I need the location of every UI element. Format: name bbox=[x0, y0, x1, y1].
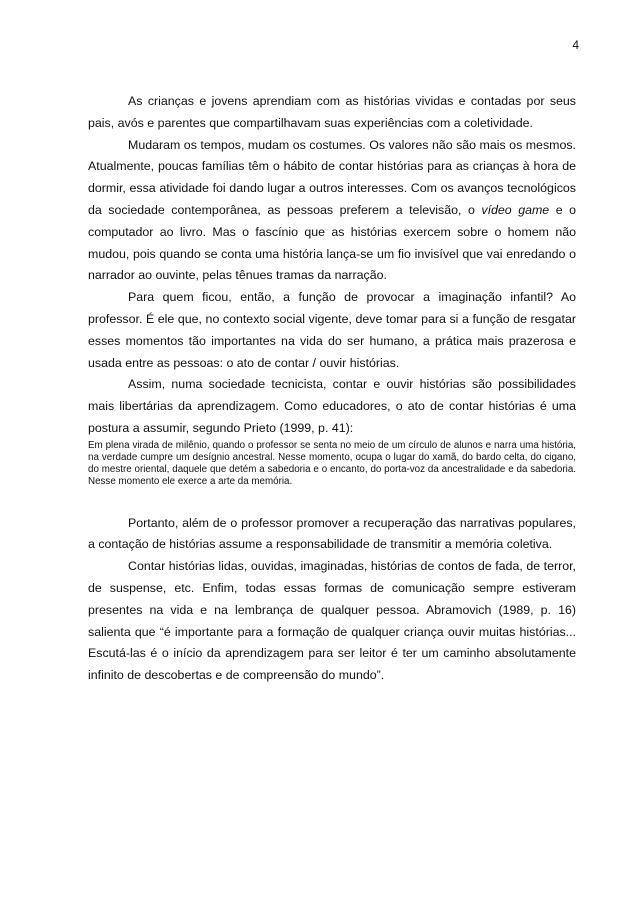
paragraph-2 bbox=[88, 135, 576, 288]
paragraph-5: Portanto, além de o professor promover a recuperação das narrativas populares, a contação de histórias assume a responsabilidade de transmitir a memória coletiva. bbox=[88, 515, 576, 552]
paragraph-2-part-a: Mudaram os tempos, mudam os costumes. Os valores não são mais os mesmos. Atualmente, poucas famílias têm o hábito de contar histórias para as crianças à hora de dormir, essa atividade foi dando lugar a outros interesses. Com os avanços tecnológicos da sociedade contemporânea, as pessoas preferem a televisão, o bbox=[88, 137, 576, 217]
paragraph-6: Contar histórias lidas, ouvidas, imaginadas, histórias de contos de fada, de terror, de suspense, etc. Enfim, todas essas formas de comunicação sempre estiveram presentes na vida e na lembrança de qualquer pessoa. Abramovich (1989, p. 16) salienta que “é importante para a formação de qualquer criança ouvir muitas histórias... Escutá-las é o início da aprendizagem para ser leitor é ter um caminho absolutamente infinito de descobertas e de compreensão do mundo”. bbox=[88, 559, 576, 683]
paragraph-3: Para quem ficou, então, a função de provocar a imaginação infantil? Ao professor. É ele que, no contexto social vigente, deve tomar para si a função de resgatar esses momentos tão importantes na vida do ser humano, a prática mais prazerosa e usada entre as pessoas: o ato de contar / ouvir histórias. bbox=[88, 290, 576, 370]
paragraph-2-part-b: e o computador ao livro. Mas o fascínio que as histórias exercem sobre o homem não mudou, pois quando se conta uma história lança-se um fio invisível que vai enredando o narrador ao ouvinte, pelas tênues tramas da narração. bbox=[88, 202, 577, 283]
paragraph-4: Assim, numa sociedade tecnicista, contar e ouvir histórias são possibilidades mais libertárias da aprendizagem. Como educadores, o ato de contar histórias é uma postura a assumir, segundo Prieto (1999, p. 41): bbox=[88, 377, 576, 435]
page-number: 4 bbox=[572, 38, 579, 52]
body-text bbox=[88, 91, 576, 687]
paragraph-2-emphasis: vídeo game bbox=[481, 202, 550, 217]
paragraph-1: As crianças e jovens aprendiam com as histórias vividas e contadas por seus pais, avós e parentes que compartilhavam suas experiências com a coletividade. bbox=[88, 94, 576, 130]
block-quote: Em plena virada de milênio, quando o professor se senta no meio de um círculo de alunos e narra uma história, na verdade cumpre um desígnio ancestral. Nesse momento, ocupa o lugar do xamã, do bardo celta, do cigano, do mestre oriental, daquele que detém a sabedoria e o encanto, do porta-voz da ancestralidade e da sabedoria. Nesse momento ele exerce a arte da memória. bbox=[88, 439, 576, 488]
